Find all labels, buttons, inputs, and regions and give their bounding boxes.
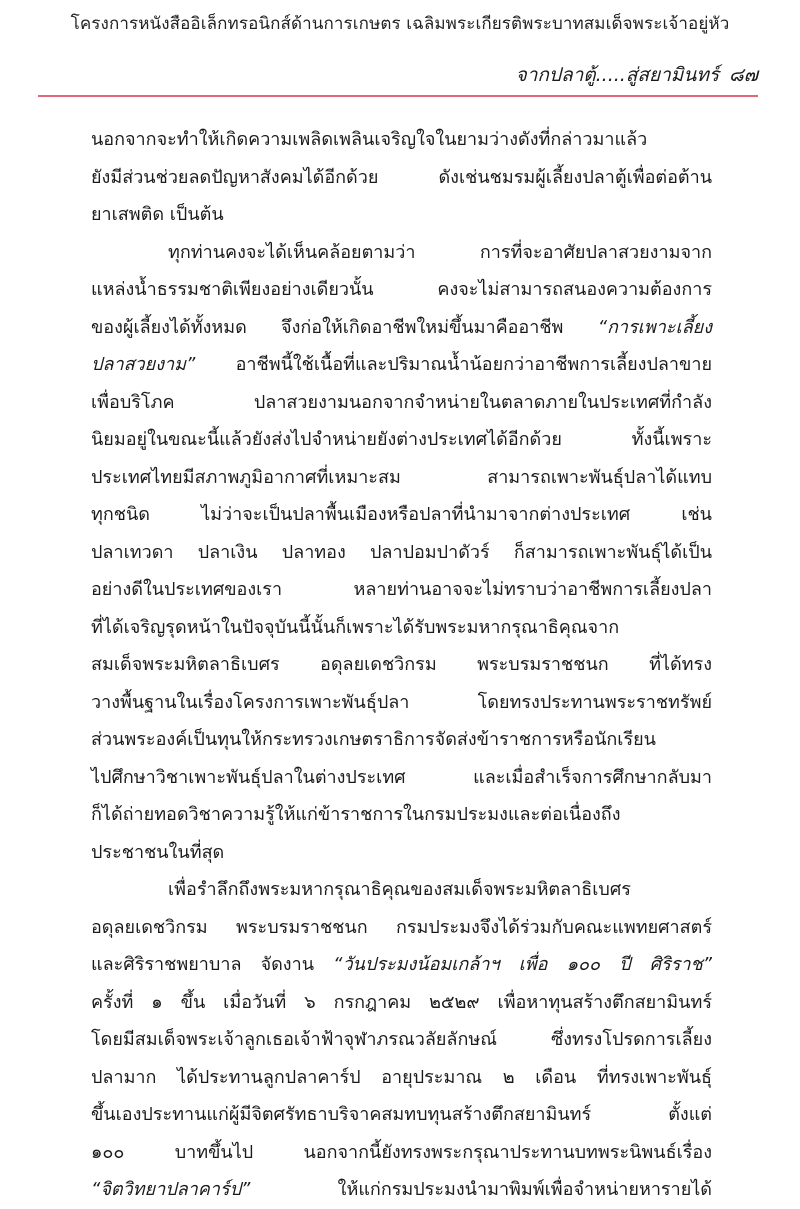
text-line: ทุกท่านคงจะได้เห็นคล้อยตามว่า การที่จะอาศัยปลาสวยงามจาก — [168, 241, 712, 263]
text-line: ปลาสวยงาม” อาชีพนี้ใช้เนื้อที่และปริมาณน้ำน้อยกว่าอาชีพการเลี้ยงปลาขาย — [91, 354, 712, 375]
text-line: ทุกชนิด ไม่ว่าจะเป็นปลาพื้นเมืองหรือปลาที่นำมาจากต่างประเทศ เช่น — [91, 504, 712, 525]
text-line: เพื่อรำลึกถึงพระมหากรุณาธิคุณของสมเด็จพระมหิตลาธิเบศร — [168, 879, 631, 900]
series-header: โครงการหนังสืออิเล็กทรอนิกส์ด้านการเกษตร เฉลิมพระเกียรติพระบาทสมเด็จพระเจ้าอยู่หัว — [70, 14, 730, 34]
text-line: อย่างดีในประเทศของเรา หลายท่านอาจจะไม่ทราบว่าอาชีพการเลี้ยงปลา — [91, 579, 712, 600]
text-line: ปลาเทวดา ปลาเงิน ปลาทอง ปลาปอมปาดัวร์ ก็สามารถเพาะพันธุ์ได้เป็น — [91, 541, 712, 563]
text-line: ๑๐๐ บาทขึ้นไป นอกจากนี้ยังทรงพระกรุณาประทานบทพระนิพนธ์เรื่อง — [91, 1141, 712, 1163]
chapter-title: จากปลาตู้.....สู่สยามินทร์ — [515, 64, 720, 86]
text-line: อดุลยเดชวิกรม พระบรมราชชนก กรมประมงจึงได้ร่วมกับคณะแพทยศาสตร์ — [91, 916, 712, 938]
body-text — [91, 121, 712, 1209]
text-line: โดยมีสมเด็จพระเจ้าลูกเธอเจ้าฟ้าจุฬาภรณวลัยลักษณ์ ซึ่งทรงโปรดการเลี้ยง — [91, 1029, 712, 1050]
text-line: และศิริราชพยาบาล จัดงาน “วันประมงน้อมเกล้าฯ เพื่อ ๑๐๐ ปี ศิริราช” — [91, 954, 712, 975]
text-line: ปลามาก ได้ประทานลูกปลาคาร์ป อายุประมาณ ๒ เดือน ที่ทรงเพาะพันธุ์ — [91, 1066, 712, 1088]
text-line: ที่ได้เจริญรุดหน้าในปัจจุบันนี้นั้นก็เพราะได้รับพระมหากรุณาธิคุณจาก — [91, 616, 620, 638]
text-line: สมเด็จพระมหิตลาธิเบศร อดุลยเดชวิกรม พระบรมราชชนก ที่ได้ทรง — [91, 654, 712, 675]
text-line: วางพื้นฐานในเรื่องโครงการเพาะพันธุ์ปลา โดยทรงประทานพระราชทรัพย์ — [91, 691, 712, 713]
page-number: ๘๗ — [729, 64, 758, 86]
text-line: ประชาชนในที่สุด — [91, 841, 225, 863]
text-line: ประเทศไทยมีสภาพภูมิอากาศที่เหมาะสม สามารถเพาะพันธุ์ปลาได้แทบ — [91, 466, 712, 488]
text-line: เพื่อบริโภค ปลาสวยงามนอกจากจำหน่ายในตลาดภายในประเทศที่กำลัง — [91, 391, 712, 413]
text-line: “จิตวิทยาปลาคาร์ป” ให้แก่กรมประมงนำมาพิมพ์เพื่อจำหน่ายหารายได้ — [91, 1179, 712, 1200]
running-head — [516, 60, 758, 90]
text-line: ก็ได้ถ่ายทอดวิชาความรู้ให้แก่ข้าราชการในกรมประมงและต่อเนื่องถึง — [91, 804, 621, 825]
italic-term: “จิตวิทยาปลาคาร์ป” — [91, 1179, 251, 1200]
italic-term: ปลาสวยงาม” — [91, 354, 196, 375]
text-line: ของผู้เลี้ยงได้ทั้งหมด จึงก่อให้เกิดอาชีพใหม่ขึ้นมาคืออาชีพ “การเพาะเลี้ยง — [91, 316, 712, 338]
text-line: ขึ้นเองประทานแก่ผู้มีจิตศรัทธาบริจาคสมทบทุนสร้างตึกสยามินทร์ ตั้งแต่ — [91, 1104, 712, 1125]
text-line: ส่วนพระองค์เป็นทุนให้กระทรวงเกษตราธิการจัดส่งข้าราชการหรือนักเรียน — [91, 729, 656, 750]
text-line: นอกจากจะทำให้เกิดความเพลิดเพลินเจริญใจในยามว่างดังที่กล่าวมาแล้ว — [91, 129, 648, 150]
text-line: แหล่งน้ำธรรมชาติเพียงอย่างเดียวนั้น คงจะไม่สามารถสนองความต้องการ — [91, 279, 712, 300]
italic-term: “การเพาะเลี้ยง — [597, 316, 712, 338]
text-line: ยังมีส่วนช่วยลดปัญหาสังคมได้อีกด้วย ดังเช่นชมรมผู้เลี้ยงปลาตู้เพื่อต่อต้าน — [91, 166, 712, 188]
italic-term: “วันประมงน้อมเกล้าฯ เพื่อ ๑๐๐ ปี ศิริราช” — [333, 954, 712, 975]
text-line: นิยมอยู่ในขณะนี้แล้วยังส่งไปจำหน่ายยังต่างประเทศได้อีกด้วย ทั้งนี้เพราะ — [91, 429, 712, 450]
text-line: ครั้งที่ ๑ ขึ้น เมื่อวันที่ ๖ กรกฎาคม ๒๕๒๙ เพื่อหาทุนสร้างตึกสยามินทร์ — [91, 991, 712, 1013]
header-rule — [38, 95, 758, 97]
text-line: ไปศึกษาวิชาเพาะพันธุ์ปลาในต่างประเทศ และเมื่อสำเร็จการศึกษากลับมา — [91, 766, 712, 788]
text-line: ยาเสพติด เป็นต้น — [91, 204, 224, 225]
